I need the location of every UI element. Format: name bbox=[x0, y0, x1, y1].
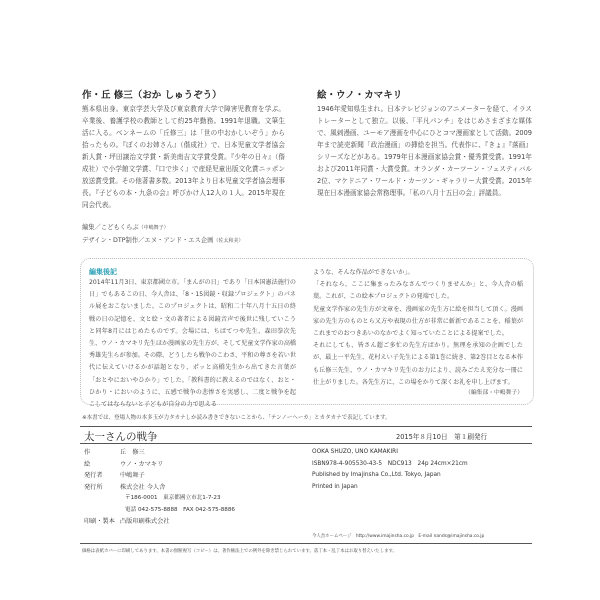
illustrator-bio: 1946年愛知県生まれ。日本テレビジョンのアニメーターを経て、イラストレーターとして独立。以後、「平凡パンチ」をはじめさまざまな媒体で、風刺漫画、ユーモア漫画を中心にひとコマ漫画家として活動。2009年まで読売新聞「政治漫画」の挿絵を担当。代表作に、『きょ』『落画』シリーズなどがある。1979年日本漫画家協会賞・優秀賞受賞。1991年および2011年同賞・大賞受賞。オランダ・カーツーン・フェスティバル2位、マケドニア・ワールド・カーツン・ギャラリー大賞受賞。2015年現在日本漫画家協会常務理事。「私の八月十五日の会」評議員。 bbox=[317, 105, 532, 197]
colophon-rows bbox=[84, 447, 284, 528]
colophon-row: 電話 042-575-8888 FAX 042-575-8886 bbox=[125, 506, 235, 513]
afterword-box bbox=[80, 258, 534, 409]
afterword-left-column: 2014年11月3日、東京都國立市。「まんがの日」であり「日本国憲法施行の日」でもあるこの日、今人舎は、「8・15図鏡・収録プロジェクト」のパネル展をおこないました。このプロジェクトは、昭和二十年八月十五日の終戦の日の記憶を、文と絵・文の著者による図鏡音声で後世に残していこうと同年8月にはじめたものです。会場には、ちばてつや先生、森田拳次先生、ウノ・カマキリ先生ほか漫画家の先生方が、そして児童文学作家の高橋秀雄先生らが参加。その際、どうしたら戦争のこわさ、平和の尊さを若い世代に伝えていけるかが話題となり、ポッと高橋先生から出てきた言葉が「おとやにおいやひかり」でした。「教科書的に教えるのではなく、おと・ひかり・においのように、五感で戦争の悲惨さを実感し、二度と戦争を起こしてはならないと子どもが自分の力で思える bbox=[89, 279, 297, 409]
colophon-en-line: OOKA SHUZO, UNO KAMAKIRI bbox=[312, 449, 398, 455]
publish-date: 2015年８月10日 第１刷発行 bbox=[396, 433, 488, 441]
credit-edit bbox=[82, 222, 382, 234]
colophon-top-rule bbox=[80, 426, 532, 427]
colophon-row: 発行所 株式会社 今人舎 bbox=[84, 483, 166, 491]
afterword-right-column: ような、そんな作品ができないか」。 「それなら、ここに集まったみなさんでつくりませんか」と、今人舎の稲葉。これが、この絵本プロジェクトの発端でした。 児童文学作家の先生方が文章を、漫画家の先生方に絵を担当して頂く。漫画家の先生方のものとら又方や表現の仕方が非常に斬新であることを、稲葉がこれまでのおつきあいのなかでよく知っていたことによる提案でした。 それにしても、皆さん超ご多忙の先生方ばかり。無理を承知の企画でしたが、最上一平先生、花村えい子先生による第1巻に続き、第2巻目となる本作も丘修三先生、ウノ・カマキリ先生のお力により、読みごたえ充分な一冊に仕上がりました。各先生方に、この場をかりて深くお礼を申し上げます。 bbox=[313, 269, 523, 386]
colophon-english bbox=[312, 447, 532, 493]
colophon-bottom-rule bbox=[80, 543, 532, 544]
homepage-line: 今人舎ホームページ http://www.imajinsha.co.jp E-mail nands@imajinsha.co.jp bbox=[312, 534, 485, 539]
colophon-row: 絵 ウノ・カマキリ bbox=[84, 460, 164, 468]
credit-edit-name: （中嶋舞子） bbox=[138, 225, 169, 231]
colophon-en-line: Published by Imajinsha Co.,Ltd. Tokyo, Japan bbox=[312, 472, 441, 478]
colophon-en-line: Printed in Japan bbox=[312, 483, 358, 490]
illustrator-title: 絵・ウノ・カマキリ bbox=[317, 90, 403, 101]
afterword-title: 編集後記 bbox=[89, 268, 117, 276]
credit-design-name: （佐太和美） bbox=[213, 238, 244, 244]
author-bio: 熊本県出身。東京学芸大学及び東京教育大学で障害児教育を学ぶ。卒業後、養護学校の教師として約25年勤務。1991年退職。文筆生活に入る。ベンネームの「丘修三」は「世の中おかしいぞう」から拾ったもの。『ぼくのお姉さん』（偕成社）で、日本児童文学者協会新人賞・坪田譲治文学賞・新美南吉文学賞受賞。『少年の日々』（偕成社）で小学館文学賞、『口で歩く』で産経児童出版文化賞ニッポン放送賞受賞。その他著書多数。2013年より日本児童文学者協会理事長。『子どもの本・九条の会』呼びかけ人12人の１人。2015年現在同会代表。 bbox=[82, 105, 285, 209]
author-title: 作・丘 修三（おか しゅうぞう） bbox=[82, 90, 222, 101]
colophon-en-line: ISBN978-4-905530-43-5 NDC913 24p 24cm×21cm bbox=[312, 460, 468, 467]
colophon-row: 〒186-0001 東京都國立市北1-7-23 bbox=[125, 495, 221, 501]
credit-edit-label: 編集／こどもくらぶ bbox=[82, 224, 139, 231]
credit-design-label: デザイン・DTP制作／エヌ・アンド・エス企画 bbox=[82, 237, 214, 244]
colophon-row: 作 丘 修三 bbox=[84, 449, 145, 456]
colophon-mid-rule bbox=[80, 443, 532, 444]
colophon-row: 発行者 中嶋舞子 bbox=[84, 472, 145, 479]
credit-design bbox=[82, 235, 402, 247]
footnote: ※本書では、登場人物の本多玉が力タカナしか読み書きできないことから、「テンノーヘーカ」とカタカナで表記しています。 bbox=[82, 415, 391, 421]
afterword-signature: （編集部・中嶋舞子） bbox=[465, 390, 523, 396]
colophon-row: 印刷・製本 凸版印刷株式会社 bbox=[84, 518, 170, 525]
bottom-notice: 価格は表紙カバーに印刷してあります。本書の無断複写（コピー）は、著作権法上での例外を除き禁じられています。落丁本・乱丁本はお取り替えいたします。 bbox=[82, 549, 397, 554]
book-title: 太一さんの戦争 bbox=[84, 431, 158, 443]
